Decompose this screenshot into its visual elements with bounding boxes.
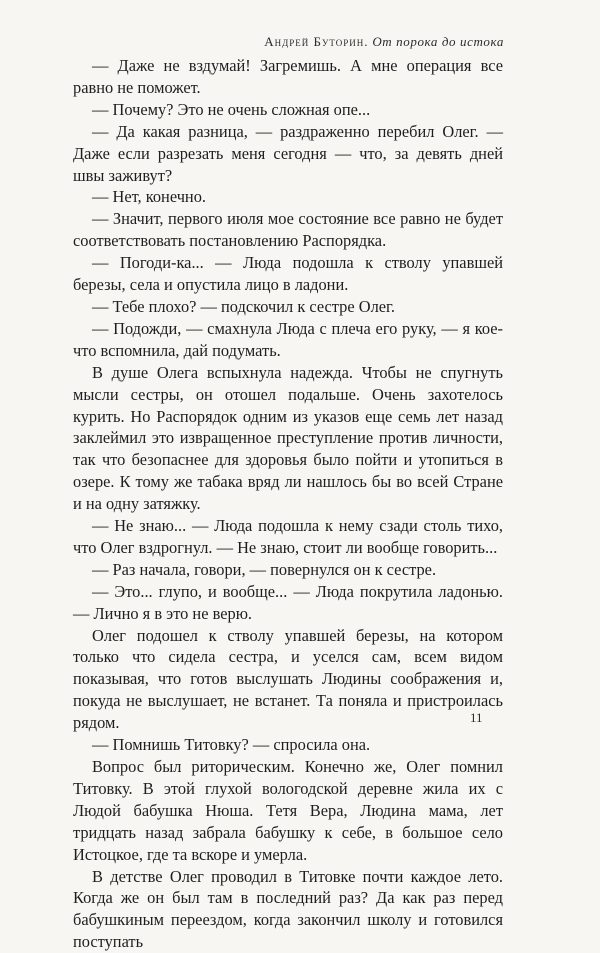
page-number: 11 xyxy=(470,710,483,725)
paragraph: — Не знаю... — Люда подошла к нему сзади столь тихо, что Олег вздрогнул. — Не знаю, стоит ли вообще говорить... xyxy=(73,516,503,557)
paragraph: — Нет, конечно. xyxy=(92,187,206,207)
paragraph: — Погоди-ка... — Люда подошла к стволу упавшей березы, села и опустила лицо в ладони. xyxy=(73,253,503,295)
header-title: От порока до истока xyxy=(372,34,504,49)
paragraph: В детстве Олег проводил в Титовке почти каждое лето. Когда же он был там в последний раз? Да как раз перед бабушкиным переездом, когда закончил школу и готовился поступать xyxy=(73,866,503,952)
paragraph: — Почему? Это не очень сложная опе... xyxy=(92,99,371,119)
paragraph: В душе Олега вспыхнула надежда. Чтобы не спугнуть мысли сестры, он отошел подальше. Очень захотелось курить. Но Распорядок одним из указов еще семь лет назад заклеймил это извращенное преступление против личности, так что безопаснее для здоровья было пойти и утопиться в озере. К тому же табака вряд ли нашлось бы во всей Стране и на одну затяжку. xyxy=(73,362,503,514)
body-text xyxy=(73,55,503,953)
paragraph: — Помнишь Титовку? — спросила она. xyxy=(92,735,371,755)
paragraph: — Даже не вздумай! Загремишь. А мне операция все равно не поможет. xyxy=(73,56,503,97)
paragraph: — Раз начала, говори, — повернулся он к сестре. xyxy=(92,559,437,579)
running-header xyxy=(264,34,504,50)
header-author: Андрей Буторин. xyxy=(264,34,369,49)
paragraph: — Да какая разница, — раздраженно перебил Олег. — Даже если разрезать меня сегодня — что, за девять дней швы заживут? xyxy=(73,121,503,185)
paragraph: — Это... глупо, и вообще... — Люда покрутила ладонью. — Лично я в это не верю. xyxy=(73,581,503,623)
paragraph: Олег подошел к стволу упавшей березы, на котором только что сидела сестра, и уселся сам, всем видом показывая, что готов выслушать Людины соображения и, покуда не выслушает, не встанет. Та поняла и пристроилась рядом. xyxy=(73,625,503,733)
paragraph: — Тебе плохо? — подскочил к сестре Олег. xyxy=(92,296,395,316)
paragraph: Вопрос был риторическим. Конечно же, Олег помнил Титовку. В этой глухой вологодской деревне жила их с Людой бабушка Нюша. Тетя Вера, Людина мама, лет тридцать назад забрала бабушку к себе, в большое село Истоцкое, где та вскоре и умерла. xyxy=(73,757,503,864)
paragraph: — Подожди, — смахнула Люда с плеча его руку, — я кое-что вспомнила, дай подумать. xyxy=(73,318,503,360)
paragraph: — Значит, первого июля мое состояние все равно не будет соответствовать постановлению Распорядка. xyxy=(73,209,503,251)
